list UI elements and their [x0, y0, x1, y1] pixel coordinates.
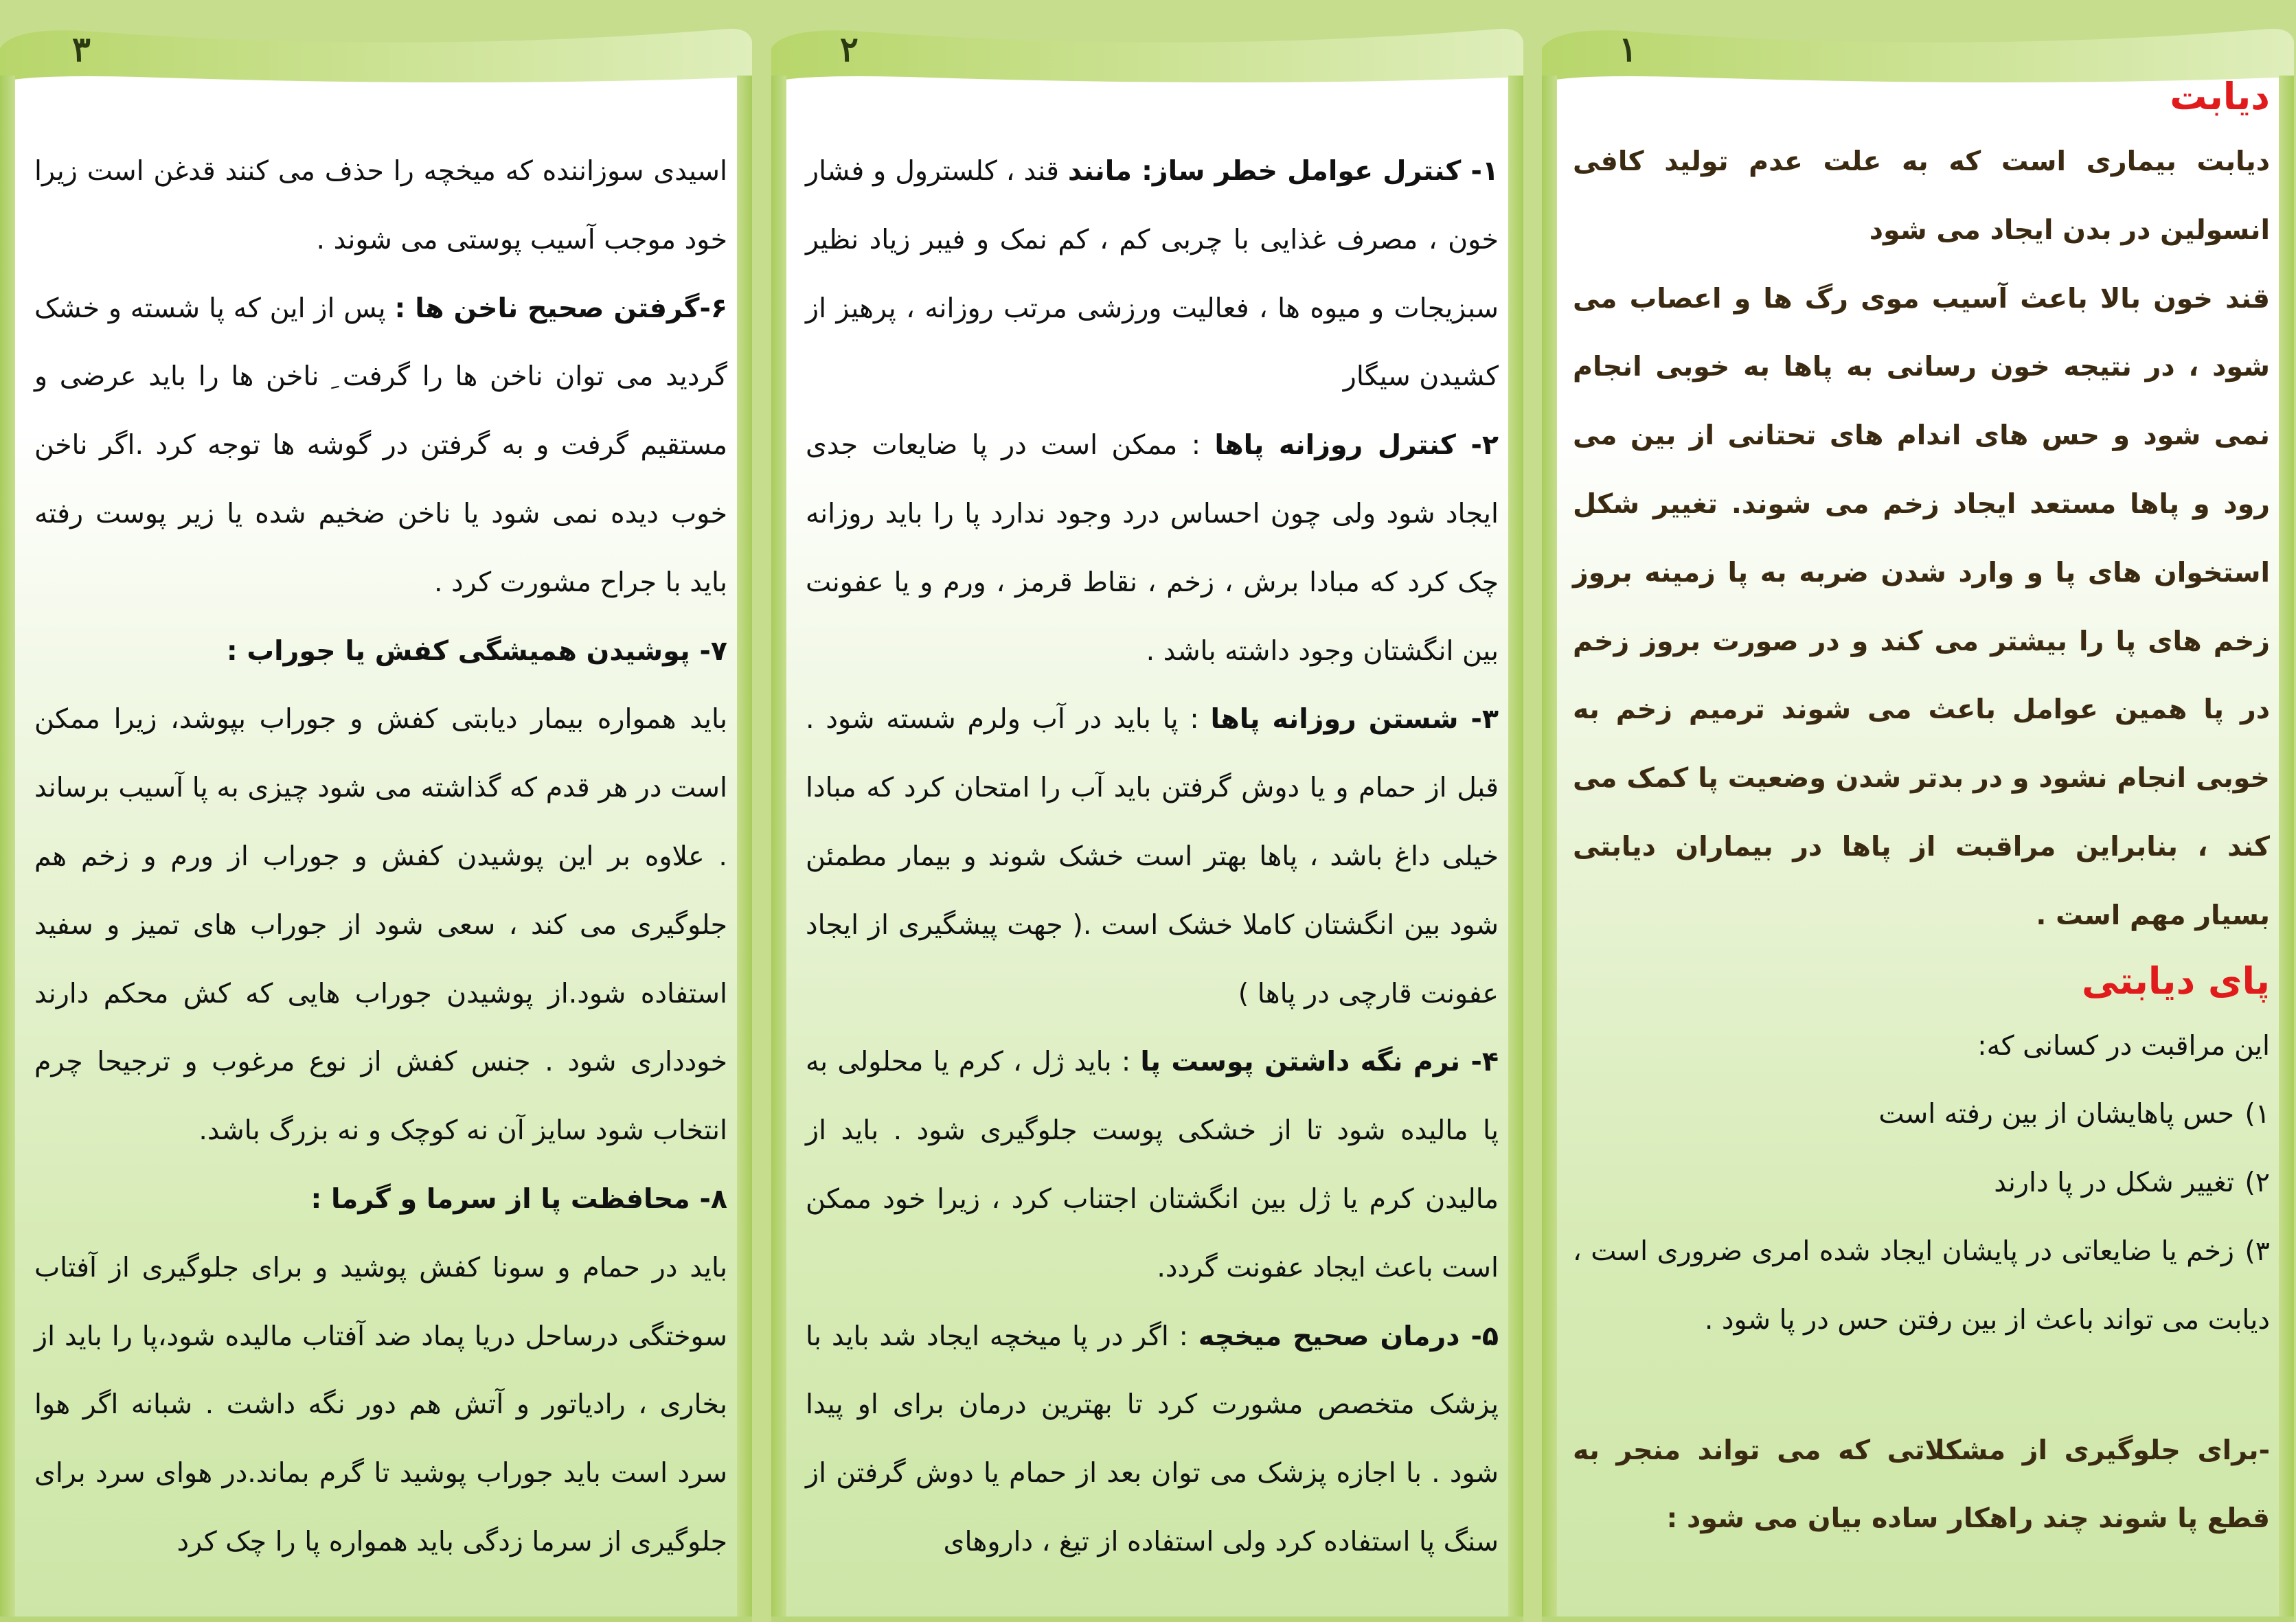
- panel-edge: [1542, 76, 1557, 1622]
- section-body: : پا باید در آب ولرم شسته شود . قبل از حمام و یا دوش گرفتن باید آب را امتحان کرد که مبادا خیلی داغ باشد ، پاها بهتر است خشک شوند و بیمار مطمئن شود بین انگشتان کاملا خشک است .( جهت پیشگیری از ایجاد عفونت قارچی در پاها ): [806, 703, 1499, 1009]
- section-body: قند ، کلسترول و فشار خون ، مصرف غذایی با چربی کم ، کم نمک و فیبر زیاد نظیر سبزیجات و میوه ها ، فعالیت ورزشی مرتب روزانه ، پرهیز از کشیدن سیگار: [806, 155, 1499, 393]
- section-title: پای دیابتی: [2081, 959, 2270, 1003]
- paragraph: [34, 137, 727, 275]
- list-number: ۳): [2244, 1235, 2270, 1267]
- list-number: ۲): [2244, 1167, 2270, 1199]
- section-heading: ۲- کنترل روزانه پاها: [1214, 429, 1499, 461]
- section-heading: ۷- پوشیدن همیشگی کفش یا جوراب :: [226, 635, 727, 667]
- panel-page-1: [1542, 0, 2294, 1622]
- panel-footer-strip: [771, 1617, 1523, 1622]
- page-number: ۳: [72, 29, 91, 69]
- intro-paragraph: دیابت بیماری است که به علت عدم تولید کافی انسولین در بدن ایجاد می شود: [1573, 146, 2270, 246]
- continued-text: اسیدی سوزاننده که میخچه را حذف می کنند قدغن است زیرا خود موجب آسیب پوستی می شوند .: [34, 155, 727, 255]
- section-heading: ۸- محافظت پا از سرما و گرما :: [310, 1183, 727, 1215]
- panel-text: [34, 137, 727, 1577]
- section-body: باید در حمام و سونا کفش پوشید و برای جلوگیری از آفتاب سوختگی درساحل دریا پماد ضد آفتاب مالیده شود،پا را باید از بخاری ، رادیاتور و آتش هم دور نگه داشت . شبانه اگر هوا سرد است باید جوراب پوشید تا گرم بماند.در هوای سرد برای جلوگیری از سرما زدگی باید همواره پا را چک کرد: [34, 1251, 727, 1557]
- closing-paragraph: -برای جلوگیری از مشکلاتی که می تواند منجر به قطع پا شوند چند راهکار ساده بیان می شود :: [1573, 1434, 2270, 1535]
- list-text: زخم یا ضایعاتی در پایشان ایجاد شده امری ضروری است ، دیابت می تواند باعث از بین رفتن حس در پا شود .: [1573, 1235, 2270, 1336]
- section-2: [806, 411, 1499, 685]
- section-heading: ۳- شستن روزانه پاها: [1210, 703, 1499, 735]
- panel-edge: [737, 76, 752, 1622]
- panel-edge: [1508, 76, 1523, 1622]
- list-item: [1573, 1218, 2270, 1355]
- list-item: [1573, 1080, 2270, 1149]
- list-item: [1573, 1149, 2270, 1218]
- panel-header-band: [0, 0, 752, 93]
- section-6: [34, 275, 727, 617]
- section-body: پس از این که پا شسته و خشک گردید می توان ناخن ها را گرفت ِ ناخن ها را باید عرضی و مستقیم گرفت و به گرفتن در گوشه ها توجه کرد .اگر ناخن خوب دیده نمی شود یا ناخن ضخیم شده یا زیر پوست رفته باید با جراح مشورت کرد .: [34, 292, 727, 598]
- section-body: : اگر در پا میخچه ایجاد شد باید با پزشک متخصص مشورت کرد تا بهترین درمان برای او پیدا شود . با اجازه پزشک می توان بعد از حمام یا دوش گرفتن از سنگ پا استفاده کرد ولی استفاده از تیغ ، داروهای: [806, 1320, 1499, 1557]
- section-body: : باید ژل ، کرم یا محلولی به پا مالیده شود تا از خشکی پوست جلوگیری شود . باید از مالیدن کرم یا ژل بین انگشتان اجتناب کرد ، زیرا خود ممکن است باعث ایجاد عفونت گردد.: [806, 1046, 1499, 1283]
- list-number: ۱): [2244, 1098, 2270, 1130]
- panel-page-2: [771, 0, 1523, 1622]
- page-number: ۱: [1619, 29, 1637, 69]
- panel-text: [806, 137, 1499, 1577]
- section-body: : ممکن است در پا ضایعات جدی ایجاد شود ولی چون احساس درد وجود ندارد پا را باید روزانه چک کرد که مبادا برش ، زخم ، نقاط قرمز ، ورم و یا عفونت بین انگشتان وجود داشته باشد .: [806, 429, 1499, 667]
- panel-edge: [771, 76, 786, 1622]
- section-heading: ۱- کنترل عوامل خطر ساز: مانند: [1067, 155, 1499, 187]
- section-4: [806, 1028, 1499, 1302]
- spacer: [1573, 1355, 2270, 1417]
- panel-edge: [2279, 76, 2294, 1622]
- panel-page-3: [0, 0, 752, 1622]
- list-text: تغییر شکل در پا دارند: [1994, 1167, 2234, 1199]
- care-intro: این مراقبت در کسانی که:: [1977, 1029, 2270, 1062]
- panel-edge: [0, 76, 15, 1622]
- section-3: [806, 685, 1499, 1028]
- panel-footer-strip: [1542, 1617, 2294, 1622]
- page-title: دیابت: [2170, 75, 2270, 118]
- intro-paragraph: قند خون بالا باعث آسیب موی رگ ها و اعصاب می شود ، در نتیجه خون رسانی به پاها به خوبی انجام نمی شود و حس های اندام های تحتانی از بین می رود و پاها مستعد ایجاد زخم می شوند. تغییر شکل استخوان های پا و وارد شدن ضربه به پا زمینه بروز زخم های پا را بیشتر می کند و در صورت بروز زخم در پا همین عوامل باعث می شوند ترمیم زخم به خوبی انجام نشود و در بدتر شدن وضعیت پا کمک می کند ، بنابراین مراقبت از پاها در بیماران دیابتی بسیار مهم است .: [1573, 282, 2270, 931]
- page-number: ۲: [840, 29, 859, 69]
- panel-footer-strip: [0, 1617, 752, 1622]
- section-heading: ۵- درمان صحیح میخچه: [1198, 1320, 1499, 1352]
- section-body: باید همواره بیمار دیابتی کفش و جوراب بپوشد، زیرا ممکن است در هر قدم که گذاشته می شود چیزی به پا آسیب برساند . علاوه بر این پوشیدن کفش و جوراب از ورم و زخم هم جلوگیری می کند ، سعی شود از جوراب های تمیز و سفید استفاده شود.از پوشیدن جوراب هایی که کش محکم دارند خودداری شود . جنس کفش از نوع مرغوب و ترجیحا چرم انتخاب شود سایز آن نه کوچک و نه بزرگ باشد.: [34, 703, 727, 1147]
- section-heading: ۶-گرفتن صحیح ناخن ها :: [394, 292, 727, 324]
- panel-text: [1573, 66, 2270, 1553]
- section-5: [806, 1303, 1499, 1577]
- panel-header-band: [771, 0, 1523, 93]
- section-heading: ۴- نرم نگه داشتن پوست پا: [1140, 1046, 1499, 1078]
- section-1: [806, 137, 1499, 411]
- list-text: حس پاهایشان از بین رفته است: [1878, 1098, 2234, 1130]
